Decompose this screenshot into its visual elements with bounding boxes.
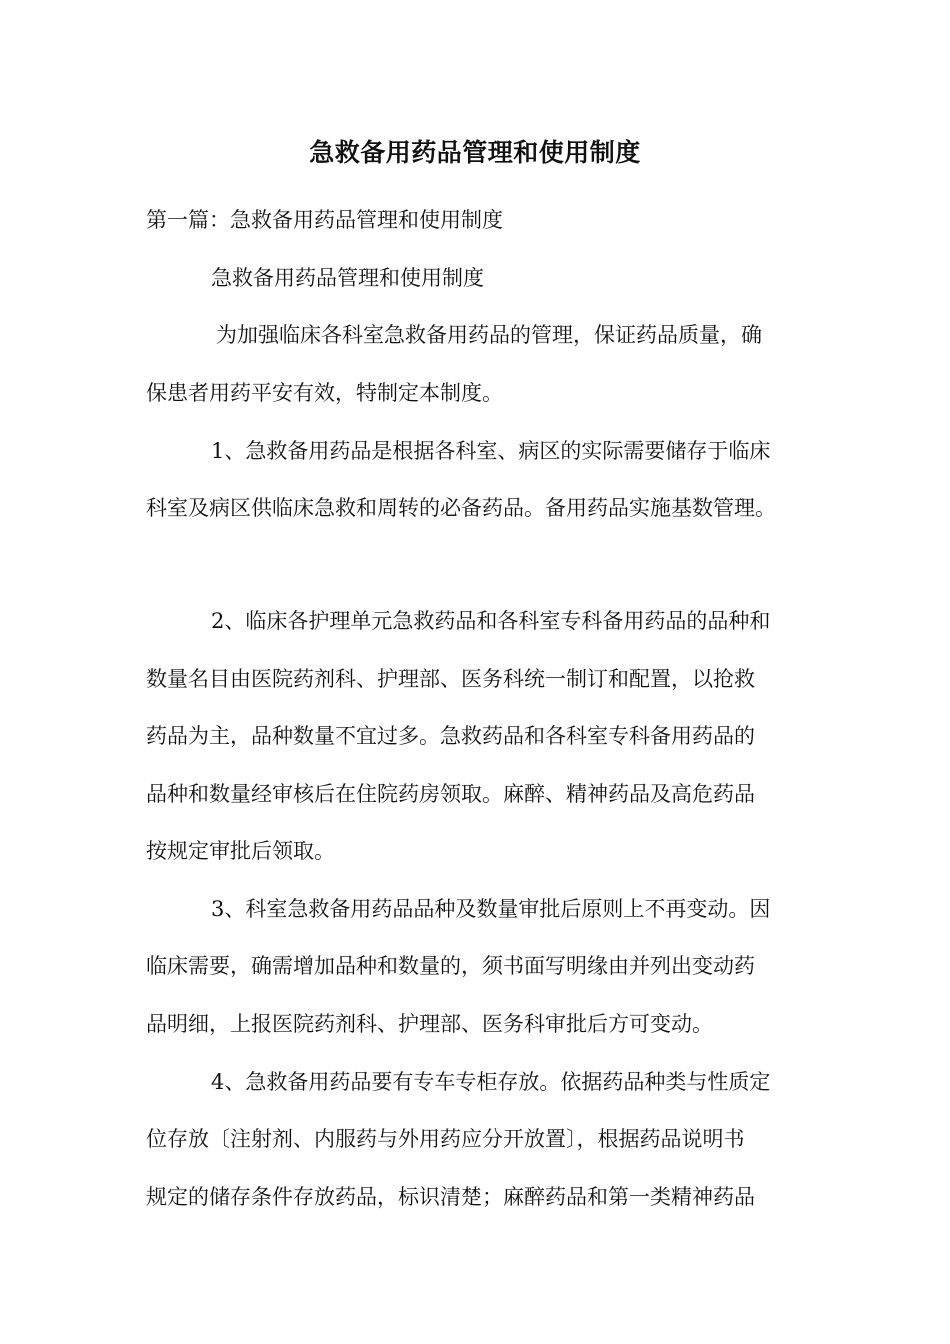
paragraph-line: 为加强临床各科室急救备用药品的管理，保证药品质量，确	[216, 323, 762, 347]
paragraph-line: 品种和数量经审核后在住院药房领取。麻醉、精神药品及高危药品	[146, 782, 755, 806]
section-heading: 急救备用药品管理和使用制度	[211, 266, 484, 290]
paragraph-line: 数量名目由医院药剂科、护理部、医务科统一制订和配置，以抢救	[146, 667, 755, 691]
paragraph-line: 品明细，上报医院药剂科、护理部、医务科审批后方可变动。	[146, 1012, 713, 1036]
paragraph-line: 1、急救备用药品是根据各科室、病区的实际需要储存于临床	[211, 439, 771, 463]
document-title: 急救备用药品管理和使用制度	[309, 138, 641, 167]
paragraph-line: 规定的储存条件存放药品，标识清楚；麻醉药品和第一类精神药品	[146, 1185, 755, 1209]
paragraph-line: 药品为主，品种数量不宜过多。急救药品和各科室专科备用药品的	[146, 724, 755, 748]
paragraph-line: 科室及病区供临床急救和周转的必备药品。备用药品实施基数管理。	[146, 496, 776, 520]
paragraph-line: 2、临床各护理单元急救药品和各科室专科备用药品的品种和	[211, 609, 771, 633]
paragraph-line: 按规定审批后领取。	[146, 839, 335, 863]
paragraph-line: 位存放〔注射剂、内服药与外用药应分开放置〕，根据药品说明书	[146, 1127, 745, 1151]
paragraph-line: 临床需要，确需增加品种和数量的，须书面写明缘由并列出变动药	[146, 954, 755, 978]
paragraph-line: 3、科室急救备用药品品种及数量审批后原则上不再变动。因	[211, 897, 771, 921]
paragraph-line: 4、急救备用药品要有专车专柜存放。依据药品种类与性质定	[211, 1070, 771, 1094]
paragraph-line: 保患者用药平安有效，特制定本制度。	[146, 381, 503, 405]
chapter-heading: 第一篇：急救备用药品管理和使用制度	[146, 208, 503, 232]
